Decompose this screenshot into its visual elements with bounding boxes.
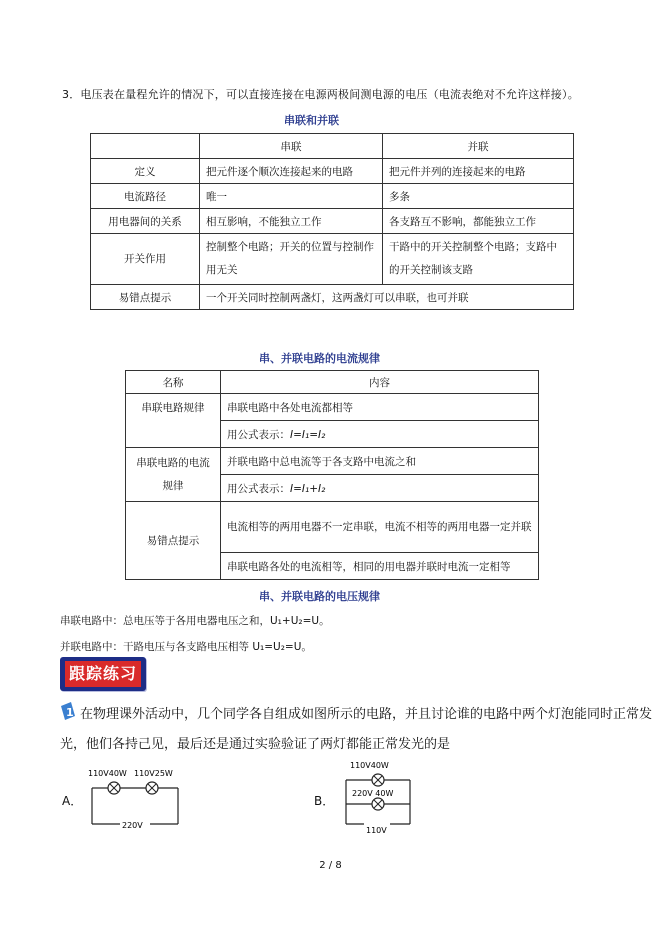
- series-parallel-table: [90, 133, 574, 310]
- row-label: 开关作用: [91, 234, 200, 285]
- row-label: 易错点提示: [126, 502, 221, 580]
- row-label: 电流路径: [91, 184, 200, 209]
- option-a-lamp2-label: 110V25W: [134, 769, 173, 778]
- table-header-parallel: 并联: [383, 134, 574, 159]
- table-row: [91, 159, 574, 184]
- table-header-row: [126, 371, 539, 394]
- content-cell: 串联电路中各处电流都相等: [221, 394, 539, 421]
- option-b-lamp2-label: 220V 40W: [352, 789, 394, 798]
- practice-badge-label: 跟踪练习: [65, 661, 141, 687]
- table-header-series: 串联: [200, 134, 383, 159]
- section-title-voltage-rules: 串、并联电路的电压规律: [259, 590, 380, 603]
- table-row: [126, 502, 539, 553]
- row-label: 定义: [91, 159, 200, 184]
- formula-cell: [221, 421, 539, 448]
- table-header-content: 内容: [221, 371, 539, 394]
- option-a-circuit: [84, 766, 184, 836]
- merged-cell: 一个开关同时控制两盏灯，这两盏灯可以串联，也可并联: [200, 285, 574, 310]
- table-row: [91, 184, 574, 209]
- row-label: 用电器间的关系: [91, 209, 200, 234]
- table-row: [91, 209, 574, 234]
- parallel-cell: 各支路互不影响，都能独立工作: [383, 209, 574, 234]
- formula-prefix: 用公式表示：: [227, 428, 290, 441]
- lamp-icon: [108, 782, 120, 794]
- series-cell: 唯一: [200, 184, 383, 209]
- series-cell: 控制整个电路；开关的位置与控制作用无关: [200, 234, 383, 285]
- option-a-source-label: 220V: [122, 821, 143, 830]
- note-3: 3．电压表在量程允许的情况下，可以直接连接在电源两极间测电源的电压（电流表绝对不允许这样接）。: [62, 88, 579, 101]
- lamp-icon: [372, 774, 384, 786]
- parallel-formula: I=I₁+I₂: [290, 482, 326, 495]
- parallel-voltage-rule: 并联电路中：干路电压与各支路电压相等 U₁=U₂=U。: [60, 641, 312, 653]
- series-cell: 把元件逐个顺次连接起来的电路: [200, 159, 383, 184]
- practice-badge: [60, 657, 146, 691]
- content-cell: 串联电路各处的电流相等，相同的用电器并联时电流一定相等: [221, 553, 539, 580]
- page-number: 2 / 8: [319, 860, 342, 871]
- table-header-name: 名称: [126, 371, 221, 394]
- option-b-lamp1-label: 110V40W: [350, 761, 389, 770]
- row-label: 易错点提示: [91, 285, 200, 310]
- formula-prefix: 用公式表示：: [227, 482, 290, 495]
- content-cell: 电流相等的两用电器不一定串联，电流不相等的两用电器一定并联: [221, 502, 539, 553]
- table-row: [91, 285, 574, 310]
- table-header-row: [91, 134, 574, 159]
- row-label: 串联电路规律: [126, 394, 221, 448]
- section-title-current-rules: 串、并联电路的电流规律: [259, 352, 380, 365]
- series-voltage-rule: 串联电路中：总电压等于各用电器电压之和，U₁+U₂=U。: [60, 615, 330, 627]
- formula-cell: [221, 475, 539, 502]
- question-line-2: 光，他们各持己见，最后还是通过实验验证了两灯都能正常发光的是: [60, 737, 451, 752]
- series-formula: I=I₁=I₂: [290, 428, 326, 441]
- section-title-series-parallel: 串联和并联: [284, 114, 339, 127]
- option-b-source-label: 110V: [366, 826, 387, 835]
- table-header-empty: [91, 134, 200, 159]
- table-row: [126, 394, 539, 421]
- parallel-cell: 多条: [383, 184, 574, 209]
- question-number: 1: [66, 706, 74, 719]
- parallel-cell: 把元件并列的连接起来的电路: [383, 159, 574, 184]
- parallel-cell: 干路中的开关控制整个电路；支路中的开关控制该支路: [383, 234, 574, 285]
- question-line-1: 在物理课外活动中，几个同学各自组成如图所示的电路，并且讨论谁的电路中两个灯泡能同时正常发: [80, 707, 653, 722]
- option-b-label: B．: [314, 794, 335, 808]
- option-a-label: A．: [62, 794, 83, 808]
- lamp-icon: [372, 798, 384, 810]
- table-row: [126, 448, 539, 475]
- lamp-icon: [146, 782, 158, 794]
- option-a-lamp1-label: 110V40W: [88, 769, 127, 778]
- current-rules-table: [125, 370, 539, 580]
- table-row: [91, 234, 574, 285]
- question-number-icon: [61, 702, 75, 720]
- series-cell: 相互影响，不能独立工作: [200, 209, 383, 234]
- option-b-circuit: [340, 758, 416, 842]
- row-label: 串联电路的电流规律: [126, 448, 221, 502]
- content-cell: 并联电路中总电流等于各支路中电流之和: [221, 448, 539, 475]
